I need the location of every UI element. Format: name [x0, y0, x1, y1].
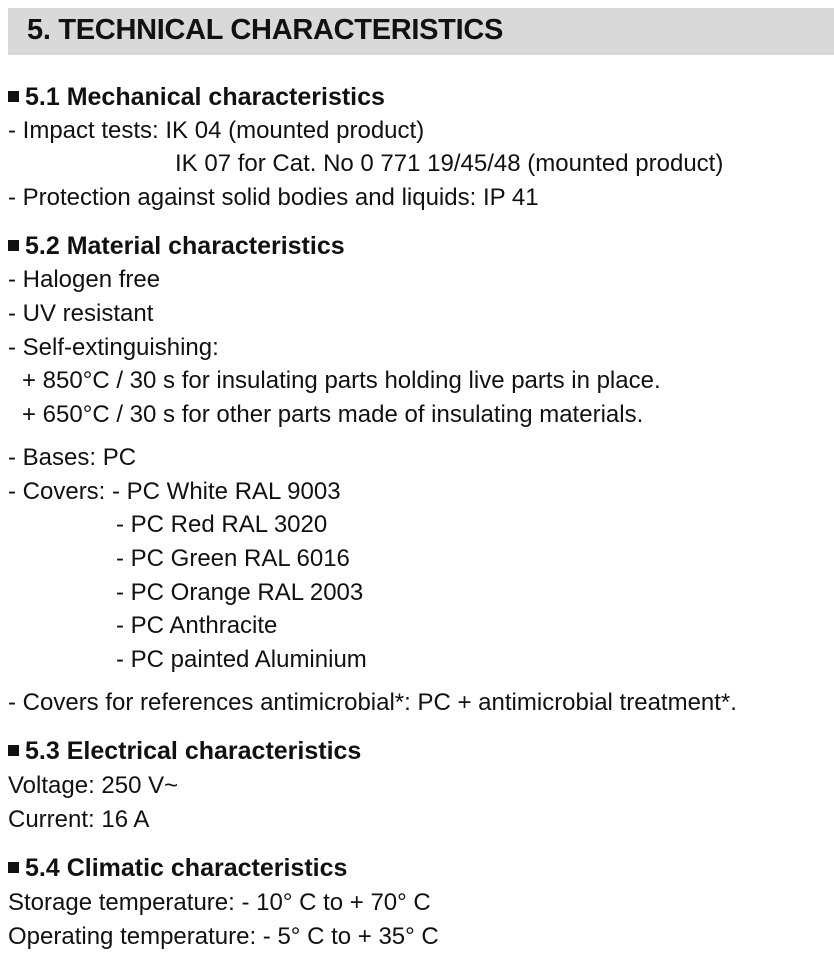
section-title: 5. TECHNICAL CHARACTERISTICS	[27, 14, 504, 46]
halogen-line: - Halogen free	[8, 266, 161, 293]
square-bullet-icon	[8, 862, 19, 873]
self-extinguishing-line: - Self-extinguishing:	[8, 334, 219, 361]
square-bullet-icon	[8, 745, 19, 756]
ext-650-line: + 650°C / 30 s for other parts made of insulating materials.	[22, 401, 644, 428]
square-bullet-icon	[8, 91, 19, 102]
cover-aluminium-line: - PC painted Aluminium	[116, 646, 367, 673]
voltage-line: Voltage: 250 V~	[8, 772, 179, 799]
material-heading	[8, 231, 345, 261]
operating-temp-line: Operating temperature: - 5° C to + 35° C	[8, 923, 439, 950]
bases-line: - Bases: PC	[8, 444, 137, 471]
current-line: Current: 16 A	[8, 806, 150, 833]
climatic-heading	[8, 853, 347, 883]
uv-line: - UV resistant	[8, 300, 154, 327]
covers-line: - Covers: - PC White RAL 9003	[8, 478, 341, 505]
mechanical-heading-text: 5.1 Mechanical characteristics	[25, 83, 385, 111]
electrical-heading	[8, 736, 361, 766]
square-bullet-icon	[8, 240, 19, 251]
ext-850-line: + 850°C / 30 s for insulating parts holding live parts in place.	[22, 367, 661, 394]
cover-red-line: - PC Red RAL 3020	[116, 511, 328, 538]
impact-test-line: - Impact tests: IK 04 (mounted product)	[8, 117, 425, 144]
cover-orange-line: - PC Orange RAL 2003	[116, 579, 364, 606]
protection-line: - Protection against solid bodies and liquids: IP 41	[8, 184, 539, 211]
storage-temp-line: Storage temperature: - 10° C to + 70° C	[8, 889, 431, 916]
cover-anthracite-line: - PC Anthracite	[116, 612, 278, 639]
material-heading-text: 5.2 Material characteristics	[25, 232, 345, 260]
cover-green-line: - PC Green RAL 6016	[116, 545, 350, 572]
climatic-heading-text: 5.4 Climatic characteristics	[25, 854, 348, 882]
electrical-heading-text: 5.3 Electrical characteristics	[25, 737, 362, 765]
mechanical-heading	[8, 82, 385, 112]
antimicrobial-line: - Covers for references antimicrobial*: PC + antimicrobial treatment*.	[8, 689, 737, 716]
impact-test-line-2: IK 07 for Cat. No 0 771 19/45/48 (mounted product)	[175, 150, 724, 177]
